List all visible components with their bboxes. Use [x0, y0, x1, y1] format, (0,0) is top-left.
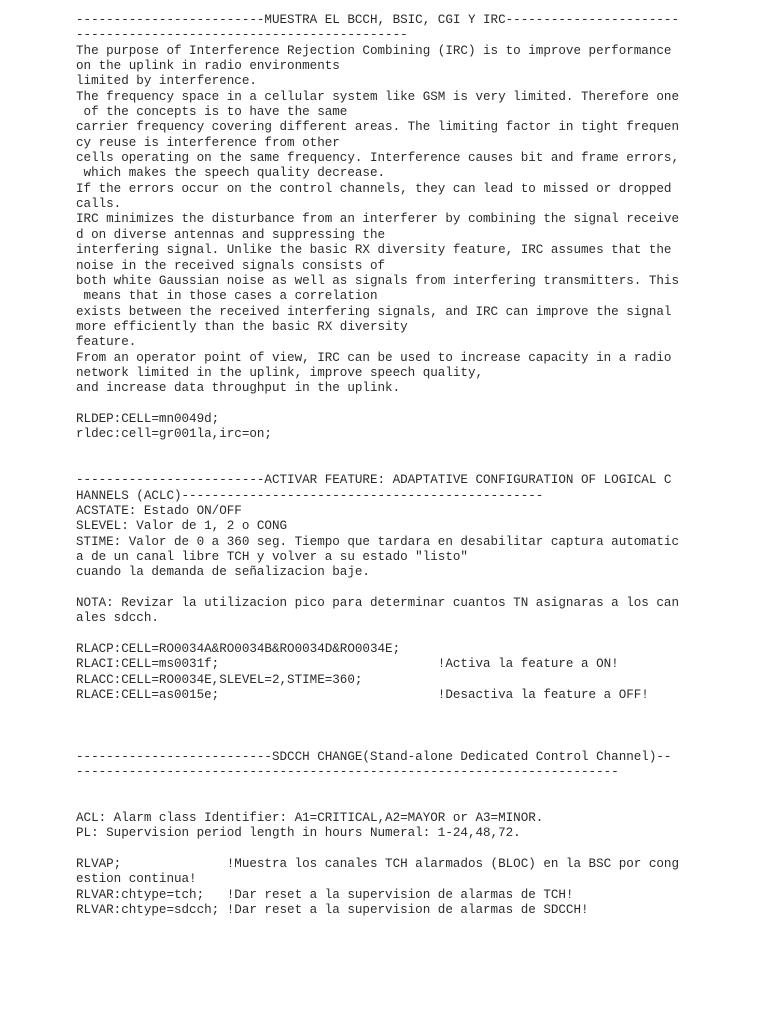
- aclc-text-line: ACSTATE: Estado ON/OFF: [76, 504, 242, 518]
- bcch-heading-line-1: -------------------------MUESTRA EL BCCH, BSIC, CGI Y IRC-----------------------: [76, 13, 679, 27]
- irc-text-line: interfering signal. Unlike the basic RX diversity feature, IRC assumes that the: [76, 243, 672, 258]
- command-line: RLVAR:chtype=sdcch; !Dar reset a la supervision de alarmas de SDCCH!: [76, 902, 589, 917]
- blank-line: [76, 397, 756, 412]
- irc-text-line: on the uplink in radio environments: [76, 59, 340, 74]
- blank-line: [76, 780, 756, 795]
- irc-text-line: more efficiently than the basic RX diversity: [76, 319, 408, 334]
- irc-text-line: calls.: [76, 197, 122, 212]
- blank-line: [76, 581, 756, 596]
- irc-text-line: d on diverse antennas and suppressing the: [76, 227, 386, 242]
- irc-text-line: The purpose of Interference Rejection Combining (IRC) is to improve performance: [76, 43, 672, 58]
- document-text: [76, 13, 756, 918]
- aclc-text-line: STIME: Valor de 0 a 360 seg. Tiempo que tardara en desabilitar captura automatic: [76, 534, 679, 549]
- blank-line: [76, 734, 756, 749]
- sdcch-text-line: ACL: Alarm class Identifier: A1=CRITICAL,A2=MAYOR or A3=MINOR.: [76, 810, 544, 825]
- sdcch-heading-line-1: --------------------------SDCCH CHANGE(Stand-alone Dedicated Control Channel)--: [76, 749, 672, 764]
- irc-text-line: carrier frequency covering different areas. The limiting factor in tight frequen: [76, 120, 679, 135]
- aclc-heading-line-1: -------------------------ACTIVAR FEATURE: ADAPTATIVE CONFIGURATION OF LOGICAL C: [76, 473, 672, 488]
- blank-line: [76, 796, 756, 811]
- command-line: RLVAP; !Muestra los canales TCH alarmados (BLOC) en la BSC por cong: [76, 856, 679, 871]
- command-line: rldec:cell=gr001la,irc=on;: [76, 427, 272, 442]
- command-line: estion continua!: [76, 872, 197, 887]
- blank-line: [76, 443, 756, 458]
- command-line: RLDEP:CELL=mn0049d;: [76, 411, 220, 426]
- blank-line: [76, 842, 756, 857]
- irc-text-line: limited by interference.: [76, 74, 257, 89]
- irc-text-line: IRC minimizes the disturbance from an interferer by combining the signal receive: [76, 212, 679, 227]
- aclc-text-line: SLEVEL: Valor de 1, 2 o CONG: [76, 519, 288, 534]
- irc-text-line: network limited in the uplink, improve speech quality,: [76, 365, 484, 380]
- irc-text-line: cells operating on the same frequency. Interference causes bit and frame errors,: [76, 151, 679, 166]
- sdcch-heading-line-2: ------------------------------------------------------------------------: [76, 764, 619, 779]
- irc-text-line: and increase data throughput in the uplink.: [76, 381, 401, 396]
- command-line: RLACI:CELL=ms0031f; !Activa la feature a ON!: [76, 657, 619, 672]
- irc-text-line: cy reuse is interference from other: [76, 135, 340, 150]
- aclc-text-line: cuando la demanda de señalizacion baje.: [76, 565, 370, 580]
- command-line: RLACE:CELL=as0015e; !Desactiva la feature a OFF!: [76, 688, 649, 703]
- aclc-text-line: a de un canal libre TCH y volver a su estado "listo": [76, 550, 468, 565]
- irc-text-line: both white Gaussian noise as well as signals from interfering transmitters. This: [76, 273, 679, 288]
- irc-text-line: noise in the received signals consists of: [76, 258, 386, 273]
- blank-line: [76, 458, 756, 473]
- nota-line: NOTA: Revizar la utilizacion pico para determinar cuantos TN asignaras a los can: [76, 596, 679, 611]
- command-line: RLVAR:chtype=tch; !Dar reset a la supervision de alarmas de TCH!: [76, 887, 574, 902]
- blank-line: [76, 719, 756, 734]
- blank-line: [76, 627, 756, 642]
- irc-text-line: of the concepts is to have the same: [76, 105, 348, 120]
- irc-text-line: means that in those cases a correlation: [76, 289, 378, 304]
- irc-text-line: The frequency space in a cellular system like GSM is very limited. Therefore one: [76, 89, 679, 104]
- sdcch-text-line: PL: Supervision period length in hours Numeral: 1-24,48,72.: [76, 826, 521, 841]
- command-line: RLACP:CELL=RO0034A&RO0034B&RO0034D&RO0034E;: [76, 642, 401, 657]
- nota-line: ales sdcch.: [76, 611, 159, 626]
- blank-line: [76, 703, 756, 718]
- command-line: RLACC:CELL=RO0034E,SLEVEL=2,STIME=360;: [76, 672, 363, 687]
- irc-text-line: which makes the speech quality decrease.: [76, 166, 386, 181]
- irc-text-line: exists between the received interfering signals, and IRC can improve the signal: [76, 304, 672, 319]
- irc-text-line: From an operator point of view, IRC can be used to increase capacity in a radio: [76, 350, 672, 365]
- aclc-heading-line-2: HANNELS (ACLC)------------------------------------------------: [76, 488, 544, 503]
- irc-text-line: If the errors occur on the control channels, they can lead to missed or dropped: [76, 181, 672, 196]
- bcch-heading-line-2: --------------------------------------------: [76, 28, 408, 43]
- irc-text-line: feature.: [76, 335, 137, 350]
